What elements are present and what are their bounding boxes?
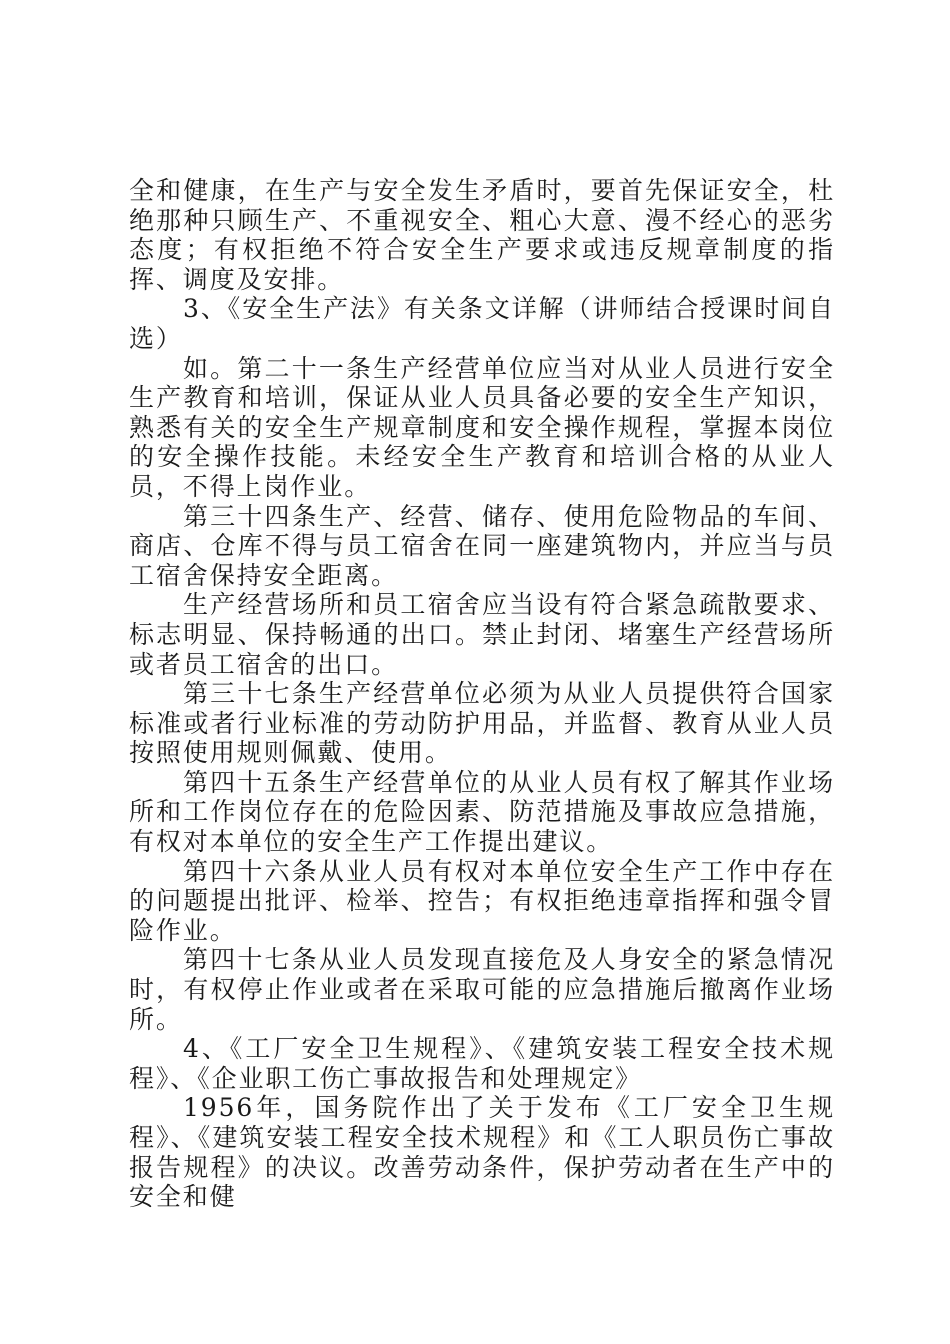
- paragraph-article-46: 第四十六条从业人员有权对本单位安全生产工作中存在的问题提出批评、检举、控告；有权拒绝违章指挥和强令冒险作业。: [129, 856, 835, 945]
- paragraph-section-4-heading: 4、《工厂安全卫生规程》、《建筑安装工程安全技术规程》、《企业职工伤亡事故报告和处理规定》: [129, 1034, 835, 1093]
- paragraph-continuation: 全和健康，在生产与安全发生矛盾时，要首先保证安全，杜绝那种只顾生产、不重视安全、粗心大意、漫不经心的恶劣态度；有权拒绝不符合安全生产要求或违反规章制度的指挥、调度及安排。: [129, 176, 835, 294]
- paragraph-article-45: 第四十五条生产经营单位的从业人员有权了解其作业场所和工作岗位存在的危险因素、防范措施及事故应急措施，有权对本单位的安全生产工作提出建议。: [129, 767, 835, 857]
- paragraph-article-21: 如。第二十一条生产经营单位应当对从业人员进行安全生产教育和培训，保证从业人员具备必要的安全生产知识，熟悉有关的安全生产规章制度和安全操作规程，掌握本岗位的安全操作技能。未经安全生产教育和培训合格的从业人员，不得上岗作业。: [129, 353, 835, 501]
- paragraph-1956-decision: 1956年，国务院作出了关于发布《工厂安全卫生规程》、《建筑安装工程安全技术规程》和《工人职员伤亡事故报告规程》的决议。改善劳动条件，保护劳动者在生产中的安全和健: [129, 1093, 835, 1212]
- paragraph-article-37: 第三十七条生产经营单位必须为从业人员提供符合国家标准或者行业标准的劳动防护用品，并监督、教育从业人员按照使用规则佩戴、使用。: [129, 679, 835, 768]
- paragraph-article-47: 第四十七条从业人员发现直接危及人身安全的紧急情况时，有权停止作业或者在采取可能的应急措施后撤离作业场所。: [129, 945, 835, 1034]
- document-body: [129, 176, 835, 1212]
- paragraph-section-3-heading: 3、《安全生产法》有关条文详解（讲师结合授课时间自选）: [129, 294, 835, 353]
- paragraph-article-34-exits: 生产经营场所和员工宿舍应当设有符合紧急疏散要求、标志明显、保持畅通的出口。禁止封闭、堵塞生产经营场所或者员工宿舍的出口。: [129, 590, 835, 679]
- paragraph-article-34: 第三十四条生产、经营、储存、使用危险物品的车间、商店、仓库不得与员工宿舍在同一座建筑物内，并应当与员工宿舍保持安全距离。: [129, 501, 835, 590]
